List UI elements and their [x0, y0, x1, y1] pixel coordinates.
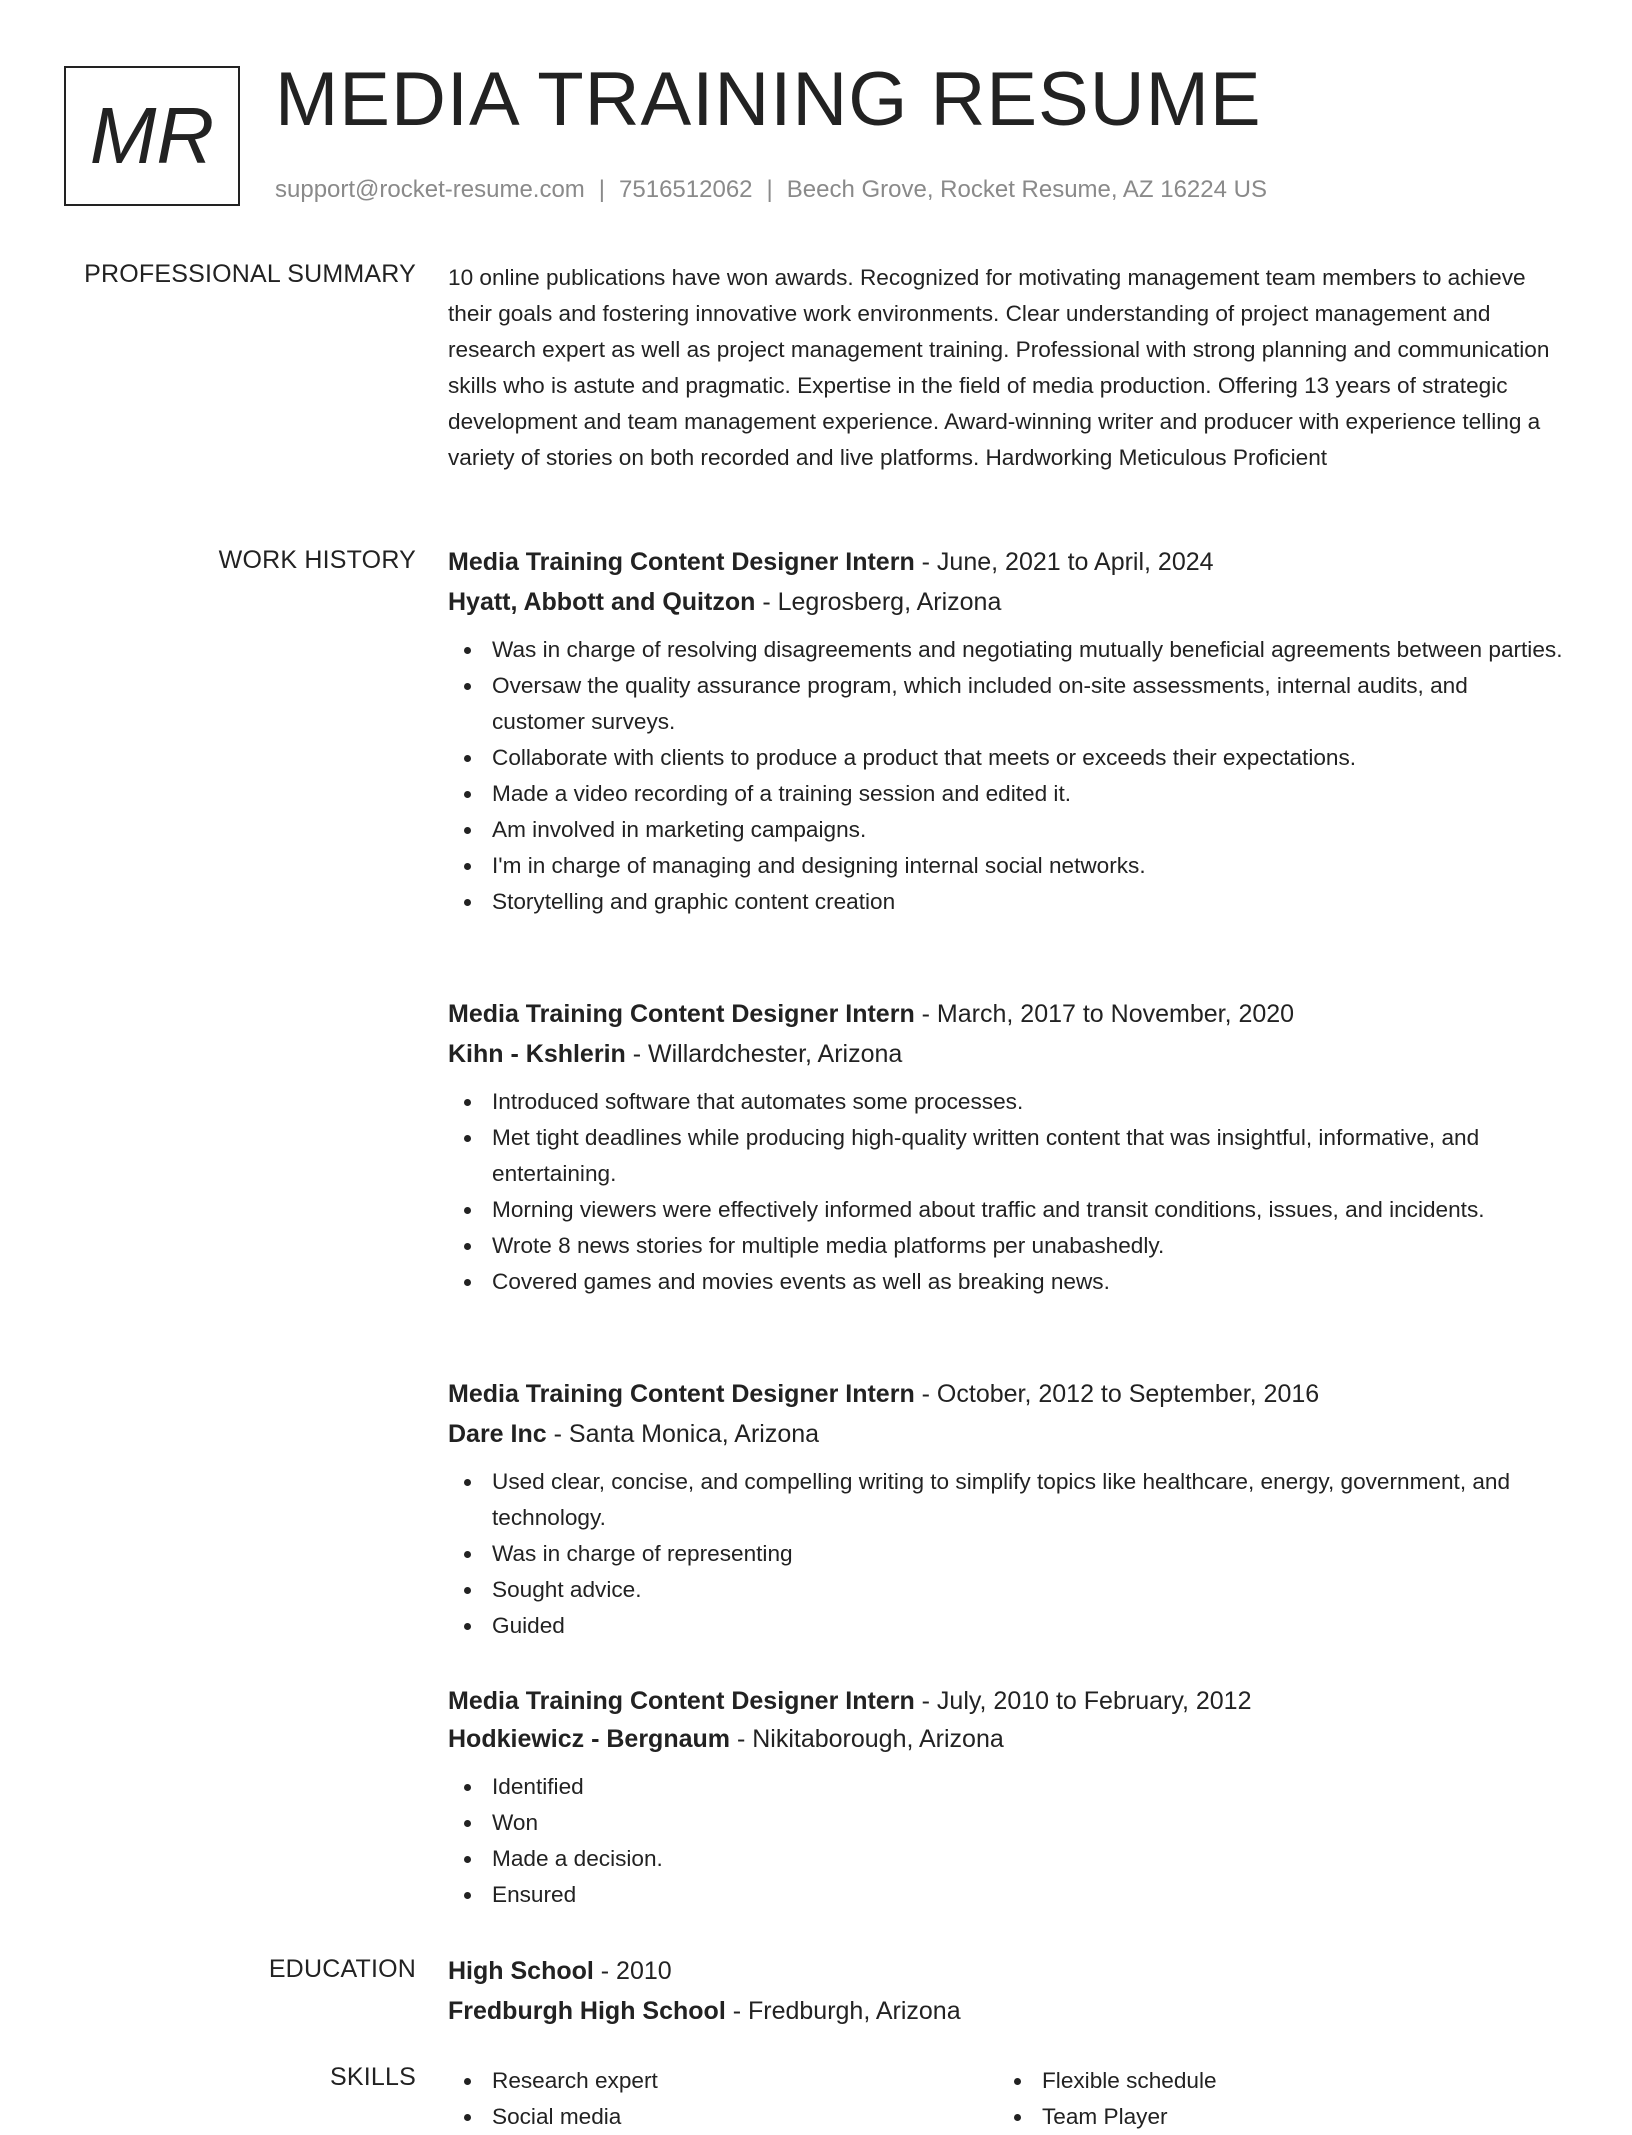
job-title-line: [448, 546, 1563, 578]
skills-list-left: [448, 2063, 968, 2135]
section-label-education: EDUCATION: [268, 1955, 416, 1983]
job-entry: [448, 1378, 1563, 1644]
job-bullet: Am involved in marketing campaigns.: [448, 812, 1563, 848]
job-bullet: Collaborate with clients to produce a product that meets or exceeds their expectations.: [448, 740, 1563, 776]
contact-separator: |: [766, 176, 773, 203]
section-label-summary: PROFESSIONAL SUMMARY: [84, 260, 416, 288]
job-location: - Santa Monica, Arizona: [546, 1420, 820, 1448]
job-bullet: Made a video recording of a training session and edited it.: [448, 776, 1563, 812]
job-bullet: Ensured: [448, 1877, 1563, 1913]
education-degree: High School: [448, 1957, 594, 1985]
contact-address: Beech Grove, Rocket Resume, AZ 16224 US: [786, 176, 1267, 203]
monogram-initials: MR: [89, 91, 215, 180]
job-bullets: [448, 1084, 1563, 1300]
job-bullet: Met tight deadlines while producing high-quality written content that was insightful, informative, and entertaining.: [448, 1120, 1563, 1192]
job-bullet: I'm in charge of managing and designing internal social networks.: [448, 848, 1563, 884]
job-entry: [448, 1685, 1563, 1913]
contact-line: [275, 176, 1267, 204]
education-school-line: [448, 1995, 1563, 2027]
job-company: Dare Inc: [448, 1420, 547, 1448]
job-location: - Legrosberg, Arizona: [755, 588, 1002, 616]
skill-item: Research expert: [448, 2063, 968, 2099]
skill-item: Team Player: [998, 2099, 1518, 2135]
contact-separator: |: [598, 176, 606, 203]
job-title: Media Training Content Designer Intern: [448, 1380, 915, 1408]
education-body: [448, 1955, 1563, 2027]
job-title-line: [448, 1378, 1563, 1410]
skill-item: Social media: [448, 2099, 968, 2135]
education-school: Fredburgh High School: [448, 1997, 726, 2025]
job-bullet: Storytelling and graphic content creation: [448, 884, 1563, 920]
job-location: - Willardchester, Arizona: [625, 1040, 903, 1068]
job-title: Media Training Content Designer Intern: [448, 1000, 915, 1028]
job-title-line: [448, 998, 1563, 1030]
job-bullet: Morning viewers were effectively informed about traffic and transit conditions, issues, and incidents.: [448, 1192, 1563, 1228]
monogram-box: [64, 66, 240, 206]
summary-text: 10 online publications have won awards. Recognized for motivating management team members to achieve their goals and fostering innovative work environments. Clear understanding of project management and research expert as well as project management training. Professional with strong planning and communication skills who is astute and pragmatic. Expertise in the field of media production. Offering 13 years of strategic development and team management experience. Award-winning writer and producer with experience telling a variety of stories on both recorded and live platforms. Hardworking Meticulous Proficient: [448, 265, 1550, 470]
job-bullet: Oversaw the quality assurance program, which included on-site assessments, internal audits, and customer surveys.: [448, 668, 1563, 740]
education-year: - 2010: [593, 1957, 672, 1985]
job-bullet: Covered games and movies events as well as breaking news.: [448, 1264, 1563, 1300]
education-location: - Fredburgh, Arizona: [725, 1997, 961, 2025]
education-degree-line: [448, 1955, 1563, 1987]
skill-item: Flexible schedule: [998, 2063, 1518, 2099]
job-company-line: [448, 1038, 1563, 1070]
job-bullet: Introduced software that automates some processes.: [448, 1084, 1563, 1120]
job-company: Kihn - Kshlerin: [448, 1040, 626, 1068]
job-company-line: [448, 1418, 1563, 1450]
contact-phone: 7516512062: [619, 176, 753, 203]
job-bullet: Used clear, concise, and compelling writing to simplify topics like healthcare, energy, government, and technology.: [448, 1464, 1563, 1536]
job-title: Media Training Content Designer Intern: [448, 1687, 915, 1715]
section-label-skills: SKILLS: [330, 2063, 416, 2091]
job-bullets: [448, 1464, 1563, 1644]
job-company: Hodkiewicz - Bergnaum: [448, 1725, 730, 1753]
job-dates: - March, 2017 to November, 2020: [914, 1000, 1295, 1028]
job-company-line: [448, 586, 1563, 618]
job-bullet: Made a decision.: [448, 1841, 1563, 1877]
job-company: Hyatt, Abbott and Quitzon: [448, 588, 756, 616]
skills-list-right: [998, 2063, 1518, 2135]
job-bullet: Was in charge of representing: [448, 1536, 1563, 1572]
job-location: - Nikitaborough, Arizona: [730, 1725, 1004, 1753]
summary-body: [448, 260, 1563, 476]
job-bullet: Sought advice.: [448, 1572, 1563, 1608]
job-entry: [448, 998, 1563, 1300]
section-label-work-history: WORK HISTORY: [218, 546, 416, 574]
contact-email: support@rocket-resume.com: [275, 176, 585, 203]
job-dates: - July, 2010 to February, 2012: [914, 1687, 1252, 1715]
job-bullet: Wrote 8 news stories for multiple media platforms per unabashedly.: [448, 1228, 1563, 1264]
job-title-line: [448, 1685, 1563, 1717]
job-bullets: [448, 1769, 1563, 1913]
job-bullet: Won: [448, 1805, 1563, 1841]
job-bullets: [448, 632, 1563, 920]
job-dates: - October, 2012 to September, 2016: [914, 1380, 1320, 1408]
job-bullet: Guided: [448, 1608, 1563, 1644]
job-title: Media Training Content Designer Intern: [448, 548, 915, 576]
resume-title: MEDIA TRAINING RESUME: [275, 57, 1262, 142]
job-bullet: Identified: [448, 1769, 1563, 1805]
job-dates: - June, 2021 to April, 2024: [914, 548, 1214, 576]
job-entry: [448, 546, 1563, 920]
job-bullet: Was in charge of resolving disagreements and negotiating mutually beneficial agreements between parties.: [448, 632, 1563, 668]
job-company-line: [448, 1723, 1563, 1755]
